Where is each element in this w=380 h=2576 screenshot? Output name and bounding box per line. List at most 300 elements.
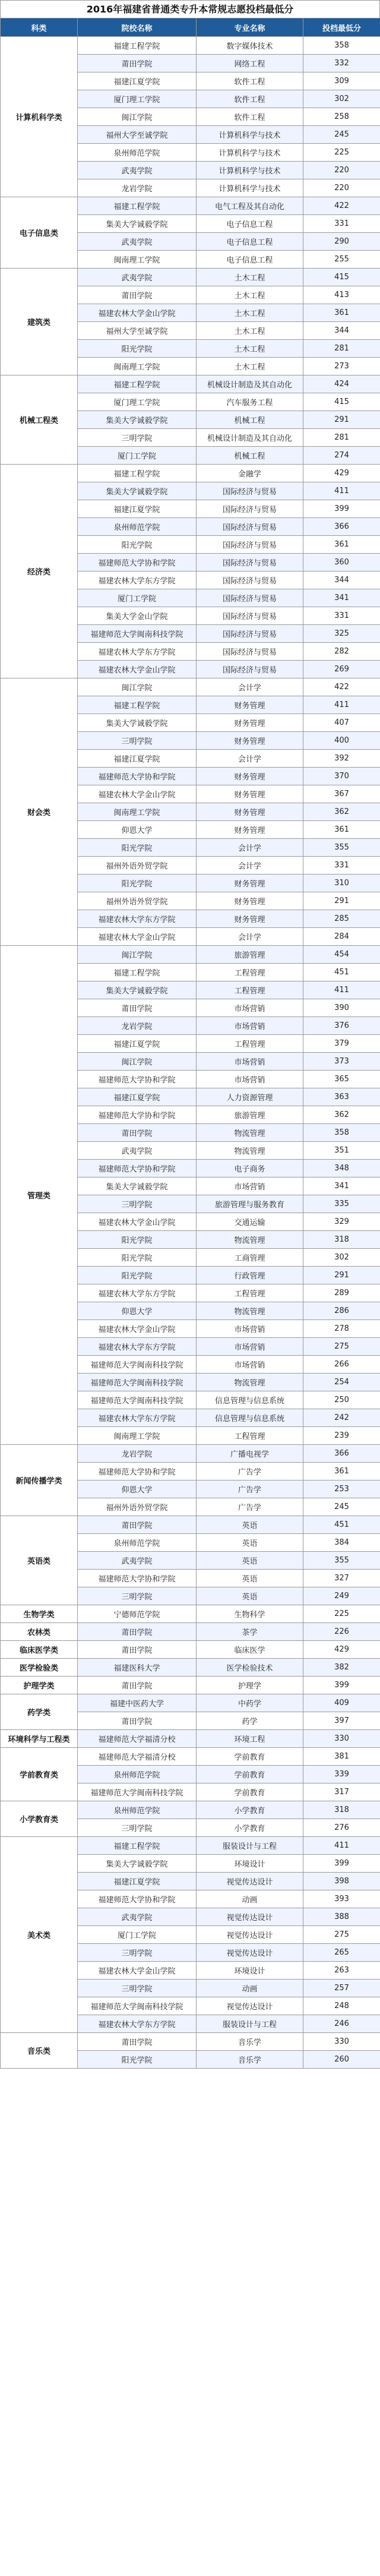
- major-cell: 电气工程及其自动化: [197, 197, 303, 215]
- major-cell: 学前教育: [197, 1748, 303, 1766]
- score-cell: 424: [303, 375, 380, 393]
- score-cell: 422: [303, 678, 380, 696]
- score-cell: 415: [303, 269, 380, 286]
- school-cell: 泉州师范学院: [78, 518, 197, 536]
- school-cell: 三明学院: [78, 1587, 197, 1605]
- score-cell: 327: [303, 1570, 380, 1587]
- major-cell: 财务管理: [197, 910, 303, 928]
- table-row: [1, 465, 380, 482]
- major-cell: 护理学: [197, 1677, 303, 1694]
- header-major: 专业名称: [197, 18, 303, 37]
- major-cell: 环境工程: [197, 1730, 303, 1748]
- school-cell: 福建江夏学院: [78, 750, 197, 768]
- table-row: [1, 1801, 380, 1819]
- table-row: [1, 37, 380, 55]
- score-cell: 382: [303, 1659, 380, 1677]
- table-row: [1, 1677, 380, 1694]
- category-cell: 经济类: [1, 465, 78, 678]
- score-cell: 250: [303, 1391, 380, 1409]
- major-cell: 环境设计: [197, 1855, 303, 1873]
- score-cell: 331: [303, 215, 380, 233]
- school-cell: 福建工程学院: [78, 964, 197, 981]
- score-cell: 317: [303, 1783, 380, 1801]
- school-cell: 泉州师范学院: [78, 1534, 197, 1552]
- category-cell: 管理类: [1, 946, 78, 1445]
- school-cell: 集美大学金山学院: [78, 607, 197, 625]
- score-cell: 245: [303, 1498, 380, 1516]
- score-cell: 390: [303, 999, 380, 1017]
- major-cell: 英语: [197, 1552, 303, 1570]
- major-cell: 财务管理: [197, 768, 303, 785]
- major-cell: 学前教育: [197, 1783, 303, 1801]
- score-cell: 331: [303, 857, 380, 875]
- category-cell: 新闻传播学类: [1, 1445, 78, 1516]
- score-cell: 245: [303, 126, 380, 144]
- major-cell: 视觉传达设计: [197, 1997, 303, 2015]
- major-cell: 国际经济与贸易: [197, 482, 303, 500]
- score-cell: 278: [303, 1320, 380, 1338]
- major-cell: 会计学: [197, 857, 303, 875]
- major-cell: 视觉传达设计: [197, 1926, 303, 1944]
- score-cell: 255: [303, 251, 380, 269]
- school-cell: 莆田学院: [78, 286, 197, 304]
- table-row: [1, 2033, 380, 2051]
- category-cell: 环境科学与工程类: [1, 1730, 78, 1748]
- school-cell: 阳光学院: [78, 2051, 197, 2069]
- major-cell: 环境设计: [197, 1962, 303, 1980]
- score-cell: 289: [303, 1284, 380, 1302]
- table-row: [1, 1694, 380, 1712]
- major-cell: 视觉传达设计: [197, 1944, 303, 1962]
- major-cell: 电子信息工程: [197, 215, 303, 233]
- school-cell: 福建工程学院: [78, 37, 197, 55]
- school-cell: 集美大学诚毅学院: [78, 215, 197, 233]
- score-cell: 379: [303, 1035, 380, 1053]
- score-cell: 358: [303, 37, 380, 55]
- school-cell: 武夷学院: [78, 1552, 197, 1570]
- major-cell: 国际经济与贸易: [197, 625, 303, 643]
- category-cell: 美术类: [1, 1837, 78, 2033]
- school-cell: 福建农林大学东方学院: [78, 910, 197, 928]
- score-cell: 281: [303, 340, 380, 358]
- school-cell: 闽南理工学院: [78, 803, 197, 821]
- school-cell: 福建农林大学东方学院: [78, 643, 197, 661]
- school-cell: 福建农林大学金山学院: [78, 928, 197, 946]
- table-row: [1, 1516, 380, 1534]
- score-cell: 358: [303, 1124, 380, 1142]
- score-cell: 344: [303, 322, 380, 340]
- score-cell: 351: [303, 1142, 380, 1160]
- table-row: [1, 678, 380, 696]
- major-cell: 学前教育: [197, 1766, 303, 1783]
- school-cell: 龙岩学院: [78, 1017, 197, 1035]
- major-cell: 人力资源管理: [197, 1088, 303, 1106]
- school-cell: 福建农林大学金山学院: [78, 1962, 197, 1980]
- school-cell: 闽南理工学院: [78, 251, 197, 269]
- school-cell: 福建农林大学东方学院: [78, 2015, 197, 2033]
- major-cell: 视觉传达设计: [197, 1873, 303, 1890]
- school-cell: 厦门工学院: [78, 589, 197, 607]
- major-cell: 网络工程: [197, 55, 303, 72]
- school-cell: 闽南理工学院: [78, 1427, 197, 1445]
- school-cell: 阳光学院: [78, 536, 197, 554]
- score-cell: 239: [303, 1427, 380, 1445]
- table-row: [1, 1659, 380, 1677]
- major-cell: 广告学: [197, 1463, 303, 1480]
- major-cell: 工商管理: [197, 1249, 303, 1267]
- school-cell: 福建师范大学闽南科技学院: [78, 1391, 197, 1409]
- school-cell: 龙岩学院: [78, 1445, 197, 1463]
- major-cell: 市场营销: [197, 999, 303, 1017]
- major-cell: 英语: [197, 1587, 303, 1605]
- major-cell: 服装设计与工程: [197, 2015, 303, 2033]
- school-cell: 武夷学院: [78, 1142, 197, 1160]
- table-row: [1, 1748, 380, 1766]
- score-cell: 411: [303, 482, 380, 500]
- category-cell: 药学类: [1, 1694, 78, 1730]
- score-cell: 411: [303, 1837, 380, 1855]
- school-cell: 福建农林大学东方学院: [78, 1409, 197, 1427]
- score-cell: 282: [303, 643, 380, 661]
- major-cell: 土木工程: [197, 304, 303, 322]
- major-cell: 行政管理: [197, 1267, 303, 1284]
- major-cell: 英语: [197, 1570, 303, 1587]
- school-cell: 莆田学院: [78, 999, 197, 1017]
- major-cell: 交通运输: [197, 1213, 303, 1231]
- school-cell: 福建师范大学协和学院: [78, 1463, 197, 1480]
- school-cell: 阳光学院: [78, 1249, 197, 1267]
- score-cell: 451: [303, 964, 380, 981]
- major-cell: 市场营销: [197, 1320, 303, 1338]
- school-cell: 福建江夏学院: [78, 500, 197, 518]
- major-cell: 信息管理与信息系统: [197, 1391, 303, 1409]
- score-cell: 361: [303, 536, 380, 554]
- school-cell: 集美大学诚毅学院: [78, 981, 197, 999]
- school-cell: 集美大学诚毅学院: [78, 482, 197, 500]
- score-cell: 407: [303, 714, 380, 732]
- score-cell: 348: [303, 1160, 380, 1177]
- school-cell: 福建工程学院: [78, 1837, 197, 1855]
- major-cell: 动画: [197, 1890, 303, 1908]
- major-cell: 医学检验技术: [197, 1659, 303, 1677]
- school-cell: 三明学院: [78, 1819, 197, 1837]
- major-cell: 土木工程: [197, 340, 303, 358]
- major-cell: 中药学: [197, 1694, 303, 1712]
- score-cell: 413: [303, 286, 380, 304]
- school-cell: 福建农林大学东方学院: [78, 1284, 197, 1302]
- score-cell: 397: [303, 1712, 380, 1730]
- score-cell: 362: [303, 1106, 380, 1124]
- school-cell: 福建农林大学金山学院: [78, 304, 197, 322]
- major-cell: 会计学: [197, 678, 303, 696]
- school-cell: 福建农林大学东方学院: [78, 572, 197, 589]
- score-cell: 276: [303, 1819, 380, 1837]
- major-cell: 国际经济与贸易: [197, 500, 303, 518]
- score-cell: 302: [303, 1249, 380, 1267]
- table-row: [1, 1837, 380, 1855]
- score-cell: 409: [303, 1694, 380, 1712]
- major-cell: 机械设计制造及其自动化: [197, 375, 303, 393]
- major-cell: 国际经济与贸易: [197, 536, 303, 554]
- category-cell: 临床医学类: [1, 1641, 78, 1659]
- score-cell: 393: [303, 1890, 380, 1908]
- score-cell: 329: [303, 1213, 380, 1231]
- score-cell: 376: [303, 1017, 380, 1035]
- score-cell: 370: [303, 768, 380, 785]
- school-cell: 泉州师范学院: [78, 1801, 197, 1819]
- score-cell: 411: [303, 981, 380, 999]
- table-row: [1, 1730, 380, 1748]
- score-cell: 451: [303, 1516, 380, 1534]
- score-cell: 360: [303, 554, 380, 572]
- major-cell: 财务管理: [197, 696, 303, 714]
- major-cell: 电子信息工程: [197, 233, 303, 251]
- score-table: [0, 18, 380, 2069]
- score-cell: 335: [303, 1195, 380, 1213]
- school-cell: 集美大学诚毅学院: [78, 1855, 197, 1873]
- score-cell: 225: [303, 144, 380, 162]
- school-cell: 福建师范大学闽南科技学院: [78, 625, 197, 643]
- score-cell: 309: [303, 72, 380, 90]
- score-cell: 388: [303, 1908, 380, 1926]
- major-cell: 计算机科学与技术: [197, 162, 303, 179]
- score-cell: 361: [303, 1463, 380, 1480]
- major-cell: 软件工程: [197, 90, 303, 108]
- major-cell: 财务管理: [197, 892, 303, 910]
- school-cell: 仰恩大学: [78, 821, 197, 839]
- header-school: 院校名称: [78, 18, 197, 37]
- score-cell: 355: [303, 1552, 380, 1570]
- score-cell: 226: [303, 1623, 380, 1641]
- score-cell: 392: [303, 750, 380, 768]
- school-cell: 福建江夏学院: [78, 72, 197, 90]
- score-cell: 355: [303, 839, 380, 857]
- major-cell: 广告学: [197, 1498, 303, 1516]
- major-cell: 市场营销: [197, 1338, 303, 1356]
- table-row: [1, 1641, 380, 1659]
- score-cell: 384: [303, 1534, 380, 1552]
- score-cell: 399: [303, 500, 380, 518]
- major-cell: 国际经济与贸易: [197, 554, 303, 572]
- school-cell: 武夷学院: [78, 233, 197, 251]
- major-cell: 临床医学: [197, 1641, 303, 1659]
- score-cell: 291: [303, 411, 380, 429]
- score-cell: 242: [303, 1409, 380, 1427]
- school-cell: 福建师范大学协和学院: [78, 1071, 197, 1088]
- score-cell: 257: [303, 1980, 380, 1997]
- score-cell: 330: [303, 2033, 380, 2051]
- major-cell: 物流管理: [197, 1124, 303, 1142]
- score-cell: 310: [303, 875, 380, 892]
- score-table-body: [1, 37, 380, 2069]
- score-cell: 253: [303, 1480, 380, 1498]
- school-cell: 福建师范大学协和学院: [78, 1890, 197, 1908]
- score-cell: 366: [303, 518, 380, 536]
- school-cell: 福建师范大学闽南科技学院: [78, 1356, 197, 1374]
- score-cell: 291: [303, 1267, 380, 1284]
- score-cell: 363: [303, 1088, 380, 1106]
- major-cell: 金融学: [197, 465, 303, 482]
- table-row: [1, 269, 380, 286]
- score-cell: 275: [303, 1926, 380, 1944]
- major-cell: 电子信息工程: [197, 251, 303, 269]
- school-cell: 福建工程学院: [78, 696, 197, 714]
- score-cell: 381: [303, 1748, 380, 1766]
- school-cell: 集美大学诚毅学院: [78, 411, 197, 429]
- score-cell: 265: [303, 1944, 380, 1962]
- school-cell: 武夷学院: [78, 1908, 197, 1926]
- school-cell: 福建农林大学东方学院: [78, 1338, 197, 1356]
- score-cell: 366: [303, 1445, 380, 1463]
- school-cell: 莆田学院: [78, 1516, 197, 1534]
- score-cell: 284: [303, 928, 380, 946]
- school-cell: 福建师范大学协和学院: [78, 1570, 197, 1587]
- major-cell: 物流管理: [197, 1231, 303, 1249]
- score-cell: 415: [303, 393, 380, 411]
- major-cell: 药学: [197, 1712, 303, 1730]
- score-cell: 361: [303, 304, 380, 322]
- school-cell: 福州大学至诚学院: [78, 126, 197, 144]
- score-cell: 281: [303, 429, 380, 447]
- school-cell: 集美大学诚毅学院: [78, 714, 197, 732]
- major-cell: 物流管理: [197, 1374, 303, 1391]
- major-cell: 电子商务: [197, 1160, 303, 1177]
- major-cell: 旅游管理与服务教育: [197, 1195, 303, 1213]
- score-cell: 263: [303, 1962, 380, 1980]
- major-cell: 机械工程: [197, 411, 303, 429]
- score-cell: 339: [303, 1766, 380, 1783]
- school-cell: 泉州师范学院: [78, 144, 197, 162]
- table-row: [1, 1605, 380, 1623]
- major-cell: 工程管理: [197, 981, 303, 999]
- school-cell: 福建中医药大学: [78, 1694, 197, 1712]
- major-cell: 土木工程: [197, 269, 303, 286]
- school-cell: 福建师范大学福清分校: [78, 1730, 197, 1748]
- school-cell: 福州外语外贸学院: [78, 857, 197, 875]
- school-cell: 福建师范大学闽南科技学院: [78, 1997, 197, 2015]
- school-cell: 福建工程学院: [78, 375, 197, 393]
- major-cell: 市场营销: [197, 1071, 303, 1088]
- score-cell: 400: [303, 732, 380, 750]
- school-cell: 龙岩学院: [78, 179, 197, 197]
- score-cell: 266: [303, 1356, 380, 1374]
- school-cell: 莆田学院: [78, 1677, 197, 1694]
- school-cell: 武夷学院: [78, 269, 197, 286]
- major-cell: 生物科学: [197, 1605, 303, 1623]
- major-cell: 软件工程: [197, 72, 303, 90]
- school-cell: 福建工程学院: [78, 465, 197, 482]
- school-cell: 福建师范大学福清分校: [78, 1748, 197, 1766]
- school-cell: 莆田学院: [78, 55, 197, 72]
- school-cell: 泉州师范学院: [78, 1766, 197, 1783]
- major-cell: 财务管理: [197, 732, 303, 750]
- score-cell: 246: [303, 2015, 380, 2033]
- score-cell: 291: [303, 892, 380, 910]
- major-cell: 会计学: [197, 928, 303, 946]
- score-cell: 260: [303, 2051, 380, 2069]
- school-cell: 福建医科大学: [78, 1659, 197, 1677]
- major-cell: 国际经济与贸易: [197, 661, 303, 678]
- major-cell: 工程管理: [197, 964, 303, 981]
- major-cell: 土木工程: [197, 358, 303, 375]
- score-cell: 275: [303, 1338, 380, 1356]
- score-cell: 220: [303, 179, 380, 197]
- school-cell: 莆田学院: [78, 1641, 197, 1659]
- school-cell: 厦门工学院: [78, 447, 197, 465]
- category-cell: 生物学类: [1, 1605, 78, 1623]
- major-cell: 市场营销: [197, 1017, 303, 1035]
- score-cell: 332: [303, 55, 380, 72]
- header-category: 科类: [1, 18, 78, 37]
- major-cell: 市场营销: [197, 1053, 303, 1071]
- major-cell: 财务管理: [197, 821, 303, 839]
- school-cell: 阳光学院: [78, 1231, 197, 1249]
- major-cell: 旅游管理: [197, 1106, 303, 1124]
- major-cell: 信息管理与信息系统: [197, 1409, 303, 1427]
- score-cell: 429: [303, 465, 380, 482]
- school-cell: 厦门工学院: [78, 1926, 197, 1944]
- category-cell: 农林类: [1, 1623, 78, 1641]
- major-cell: 小学教育: [197, 1819, 303, 1837]
- score-cell: 411: [303, 696, 380, 714]
- school-cell: 莆田学院: [78, 1124, 197, 1142]
- header-row: [1, 18, 380, 37]
- school-cell: 福建江夏学院: [78, 1088, 197, 1106]
- school-cell: 福州大学至诚学院: [78, 322, 197, 340]
- school-cell: 厦门理工学院: [78, 90, 197, 108]
- school-cell: 莆田学院: [78, 1623, 197, 1641]
- score-cell: 285: [303, 910, 380, 928]
- score-cell: 258: [303, 108, 380, 126]
- table-row: [1, 946, 380, 964]
- score-cell: 398: [303, 1873, 380, 1890]
- score-cell: 429: [303, 1641, 380, 1659]
- score-cell: 318: [303, 1801, 380, 1819]
- category-cell: 小学教育类: [1, 1801, 78, 1837]
- table-row: [1, 197, 380, 215]
- category-cell: 财会类: [1, 678, 78, 946]
- school-cell: 阳光学院: [78, 875, 197, 892]
- score-cell: 365: [303, 1071, 380, 1088]
- major-cell: 广告学: [197, 1480, 303, 1498]
- major-cell: 工程管理: [197, 1284, 303, 1302]
- table-row: [1, 1623, 380, 1641]
- header-score: 投档最低分: [303, 18, 380, 37]
- major-cell: 财务管理: [197, 785, 303, 803]
- major-cell: 服装设计与工程: [197, 1837, 303, 1855]
- score-cell: 318: [303, 1231, 380, 1249]
- score-cell: 274: [303, 447, 380, 465]
- major-cell: 软件工程: [197, 108, 303, 126]
- major-cell: 音乐学: [197, 2033, 303, 2051]
- major-cell: 数字媒体技术: [197, 37, 303, 55]
- major-cell: 英语: [197, 1534, 303, 1552]
- major-cell: 国际经济与贸易: [197, 607, 303, 625]
- major-cell: 广播电视学: [197, 1445, 303, 1463]
- school-cell: 厦门理工学院: [78, 393, 197, 411]
- major-cell: 财务管理: [197, 714, 303, 732]
- school-cell: 三明学院: [78, 1944, 197, 1962]
- school-cell: 仰恩大学: [78, 1302, 197, 1320]
- school-cell: 武夷学院: [78, 162, 197, 179]
- school-cell: 集美大学诚毅学院: [78, 1177, 197, 1195]
- school-cell: 福建师范大学闽南科技学院: [78, 1374, 197, 1391]
- category-cell: 电子信息类: [1, 197, 78, 269]
- school-cell: 福建江夏学院: [78, 1035, 197, 1053]
- score-cell: 249: [303, 1587, 380, 1605]
- major-cell: 财务管理: [197, 875, 303, 892]
- major-cell: 茶学: [197, 1623, 303, 1641]
